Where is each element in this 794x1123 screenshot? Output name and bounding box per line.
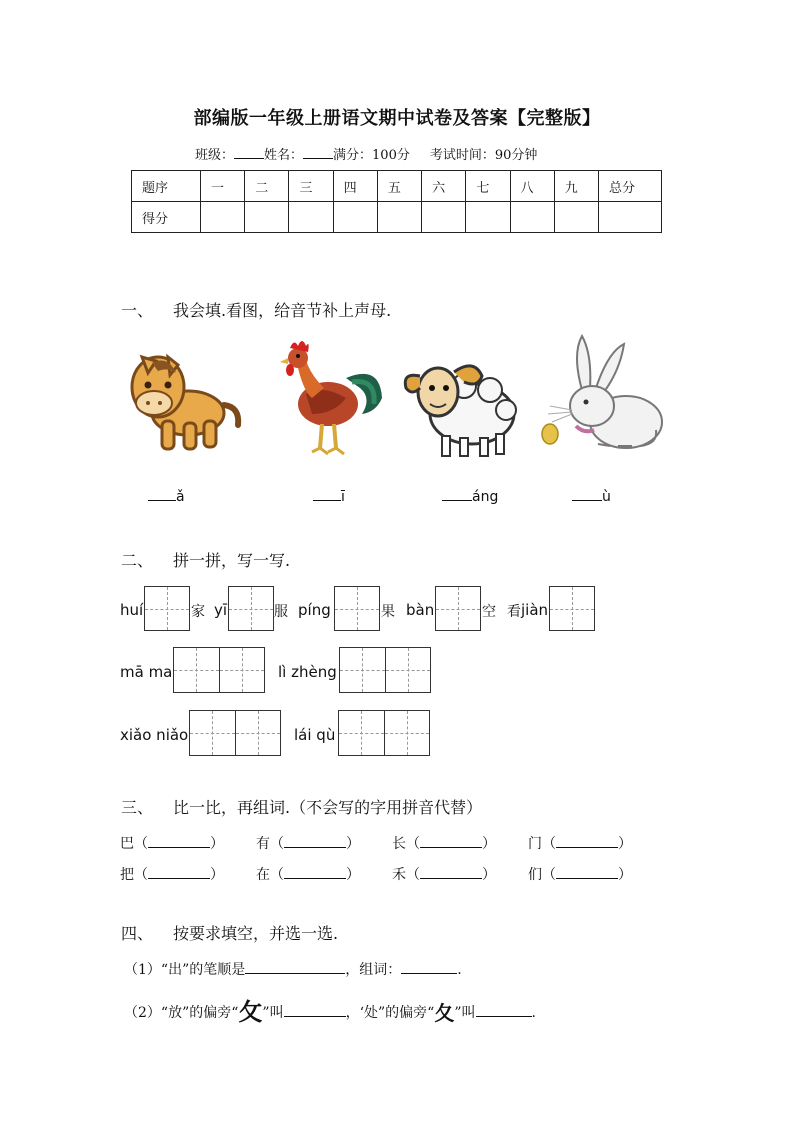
writing-grid[interactable] xyxy=(338,710,430,756)
full-score: 满分：100分 xyxy=(333,148,410,163)
score-input-cell[interactable] xyxy=(466,202,510,233)
exam-time: 考试时间：90分钟 xyxy=(429,148,538,163)
rabbit-icon xyxy=(536,334,670,458)
character-label: 空 xyxy=(482,604,496,620)
section-number: 一、 xyxy=(121,301,154,320)
score-input-cell[interactable] xyxy=(422,202,466,233)
compare-item[interactable]: 禾（ ） xyxy=(392,867,496,883)
writing-grid[interactable] xyxy=(549,586,595,631)
score-input-cell[interactable] xyxy=(554,202,598,233)
pinyin-label: huí xyxy=(120,601,144,619)
radical-name-blank[interactable] xyxy=(284,1004,346,1017)
compare-item[interactable]: 们（ ） xyxy=(528,867,632,883)
section-1-heading xyxy=(121,298,391,321)
question-1: （1）“出”的笔顺是 ，组词： . xyxy=(124,962,462,978)
character-label: 看 xyxy=(507,604,521,620)
score-input-cell[interactable] xyxy=(289,202,333,233)
name-blank[interactable] xyxy=(303,146,333,159)
pinyin-label: xiǎo niǎo xyxy=(120,726,189,744)
table-cell: 五 xyxy=(377,171,421,202)
section-2-heading xyxy=(121,548,290,571)
page-title: 部编版一年级上册语文期中试卷及答案【完整版】 xyxy=(193,108,601,129)
section-text: 比一比，再组词.（不会写的字用拼音代替） xyxy=(173,798,483,817)
pinyin-label: yī xyxy=(214,601,228,619)
answer-slot-4[interactable]: ù xyxy=(572,488,611,505)
score-input-cell[interactable] xyxy=(599,202,662,233)
score-input-cell[interactable] xyxy=(245,202,289,233)
section-number: 三、 xyxy=(121,798,154,817)
compare-item[interactable]: 在（ ） xyxy=(256,867,360,883)
score-input-cell[interactable] xyxy=(201,202,245,233)
rooster-icon xyxy=(276,338,386,460)
writing-grid[interactable] xyxy=(228,586,274,631)
radical-glyph: 攵 xyxy=(238,997,263,1026)
class-blank[interactable] xyxy=(234,146,264,159)
writing-grid[interactable] xyxy=(144,586,190,631)
class-label: 班级： xyxy=(195,148,235,163)
answer-slot-2[interactable]: ī xyxy=(313,488,345,505)
section-3-heading xyxy=(121,795,482,818)
horse-icon xyxy=(128,345,246,457)
question-2: （2）“放”的偏旁“攵”叫 ，‘处”的偏旁“夂”叫 . xyxy=(124,997,536,1026)
pinyin-label: píng xyxy=(298,601,331,619)
compare-item[interactable]: 门（ ） xyxy=(528,836,632,852)
table-cell: 四 xyxy=(333,171,377,202)
section-text: 拼一拼，写一写. xyxy=(173,551,291,570)
character-label: 服 xyxy=(274,604,288,620)
table-cell: 题序 xyxy=(132,171,201,202)
table-cell: 九 xyxy=(554,171,598,202)
section-number: 四、 xyxy=(121,924,154,943)
exam-info xyxy=(195,144,537,163)
pinyin-label: bàn xyxy=(406,601,435,619)
score-input-cell[interactable] xyxy=(333,202,377,233)
answer-slot-1[interactable]: ǎ xyxy=(148,488,185,505)
sheep-icon xyxy=(402,348,520,464)
writing-grid[interactable] xyxy=(334,586,380,631)
table-cell: 一 xyxy=(201,171,245,202)
pinyin-label: mā ma xyxy=(120,663,173,681)
table-cell: 得分 xyxy=(132,202,201,233)
writing-grid[interactable] xyxy=(189,710,281,756)
table-cell: 七 xyxy=(466,171,510,202)
table-cell: 八 xyxy=(510,171,554,202)
compare-item[interactable]: 有（ ） xyxy=(256,836,360,852)
table-cell: 六 xyxy=(422,171,466,202)
table-cell: 三 xyxy=(289,171,333,202)
stroke-order-blank[interactable] xyxy=(245,961,345,974)
character-label: 家 xyxy=(191,604,205,620)
writing-grid[interactable] xyxy=(173,647,265,693)
table-cell: 二 xyxy=(245,171,289,202)
score-table-header xyxy=(132,171,662,202)
score-table xyxy=(131,170,662,233)
compare-item[interactable]: 长（ ） xyxy=(392,836,496,852)
writing-grid[interactable] xyxy=(339,647,431,693)
section-number: 二、 xyxy=(121,551,154,570)
pinyin-label: jiàn xyxy=(521,601,549,619)
section-4-heading xyxy=(121,921,338,944)
score-input-cell[interactable] xyxy=(510,202,554,233)
pinyin-label: lái qù xyxy=(294,726,336,744)
writing-grid[interactable] xyxy=(435,586,481,631)
character-label: 果 xyxy=(381,604,395,620)
word-blank[interactable] xyxy=(401,961,457,974)
score-table-row xyxy=(132,202,662,233)
radical-name-blank[interactable] xyxy=(476,1004,532,1017)
compare-item[interactable]: 巴（ ） xyxy=(120,836,224,852)
radical-glyph: 夂 xyxy=(434,1001,455,1025)
table-cell: 总分 xyxy=(599,171,662,202)
pinyin-label: lì zhèng xyxy=(278,663,337,681)
name-label: 姓名： xyxy=(264,148,304,163)
compare-item[interactable]: 把（ ） xyxy=(120,867,224,883)
answer-slot-3[interactable]: áng xyxy=(442,488,498,505)
score-input-cell[interactable] xyxy=(377,202,421,233)
section-text: 按要求填空，并选一选. xyxy=(173,924,339,943)
section-text: 我会填.看图，给音节补上声母. xyxy=(173,301,392,320)
